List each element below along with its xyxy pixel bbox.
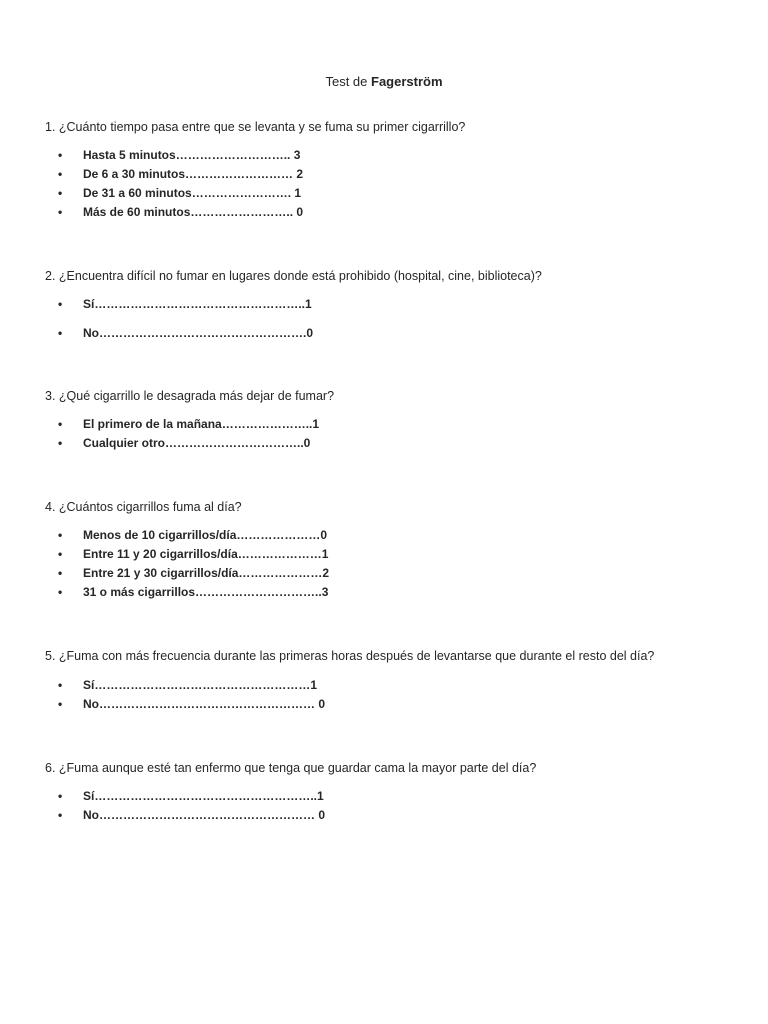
option-label: Hasta 5 minutos……………………….. 3	[83, 148, 301, 162]
question-1-options	[58, 146, 303, 222]
list-item	[58, 564, 329, 583]
page-title	[0, 73, 768, 91]
list-item	[58, 695, 325, 714]
list-item	[58, 806, 325, 825]
question-1: 1. ¿Cuánto tiempo pasa entre que se levanta y se fuma su primer cigarrillo?	[45, 120, 466, 134]
option-label: De 6 a 30 minutos……………………… 2	[83, 167, 304, 181]
list-item	[58, 787, 325, 806]
option-label: No……………………………………………… 0	[83, 697, 326, 711]
question-6: 6. ¿Fuma aunque esté tan enfermo que tenga que guardar cama la mayor parte del día?	[45, 761, 537, 775]
question-5-options	[58, 676, 325, 714]
option-label: 31 o más cigarrillos…………………………..3	[83, 585, 329, 599]
list-item	[58, 434, 319, 453]
bullet-icon: •	[58, 205, 63, 219]
option-label: Sí……………………………………………..1	[83, 297, 312, 311]
bullet-icon: •	[58, 167, 63, 181]
question-3: 3. ¿Qué cigarrillo le desagrada más dejar de fumar?	[45, 389, 335, 403]
list-item	[58, 295, 313, 314]
list-item	[58, 676, 325, 695]
option-label: Entre 21 y 30 cigarrillos/día…………………2	[83, 566, 330, 580]
list-item	[58, 165, 303, 184]
list-item	[58, 545, 329, 564]
bullet-icon: •	[58, 326, 63, 340]
bullet-icon: •	[58, 547, 63, 561]
bullet-icon: •	[58, 148, 63, 162]
question-4: 4. ¿Cuántos cigarrillos fuma al día?	[45, 500, 242, 514]
list-item	[58, 184, 303, 203]
question-2: 2. ¿Encuentra difícil no fumar en lugares donde está prohibido (hospital, cine, biblioteca)?	[45, 269, 542, 283]
bullet-icon: •	[58, 585, 63, 599]
list-item	[58, 415, 319, 434]
list-item	[58, 324, 313, 343]
title-name: Fagerström	[371, 74, 443, 89]
bullet-icon: •	[58, 789, 63, 803]
bullet-icon: •	[58, 566, 63, 580]
option-label: El primero de la mañana…………………..1	[83, 417, 320, 431]
list-item	[58, 526, 329, 545]
option-label: No…………………………………………….0	[83, 326, 314, 340]
option-label: Menos de 10 cigarrillos/día…………………0	[83, 528, 328, 542]
option-label: Más de 60 minutos…………………….. 0	[83, 205, 304, 219]
bullet-icon: •	[58, 697, 63, 711]
bullet-icon: •	[58, 186, 63, 200]
question-5: 5. ¿Fuma con más frecuencia durante las primeras horas después de levantarse que durante el resto del día?	[45, 649, 655, 663]
title-prefix: Test de	[325, 74, 371, 89]
question-2-options	[58, 295, 313, 343]
bullet-icon: •	[58, 436, 63, 450]
list-item	[58, 146, 303, 165]
option-label: No……………………………………………… 0	[83, 808, 326, 822]
question-6-options	[58, 787, 325, 825]
list-item	[58, 203, 303, 222]
option-label: De 31 a 60 minutos……………………. 1	[83, 186, 302, 200]
option-label: Sí………………………………………………..1	[83, 789, 324, 803]
bullet-icon: •	[58, 678, 63, 692]
question-4-options	[58, 526, 329, 602]
option-label: Sí………………………………………………1	[83, 678, 318, 692]
bullet-icon: •	[58, 528, 63, 542]
bullet-icon: •	[58, 297, 63, 311]
option-label: Entre 11 y 20 cigarrillos/día…………………1	[83, 547, 329, 561]
list-item	[58, 583, 329, 602]
question-3-options	[58, 415, 319, 453]
bullet-icon: •	[58, 417, 63, 431]
option-label: Cualquier otro……………………………..0	[83, 436, 311, 450]
bullet-icon: •	[58, 808, 63, 822]
